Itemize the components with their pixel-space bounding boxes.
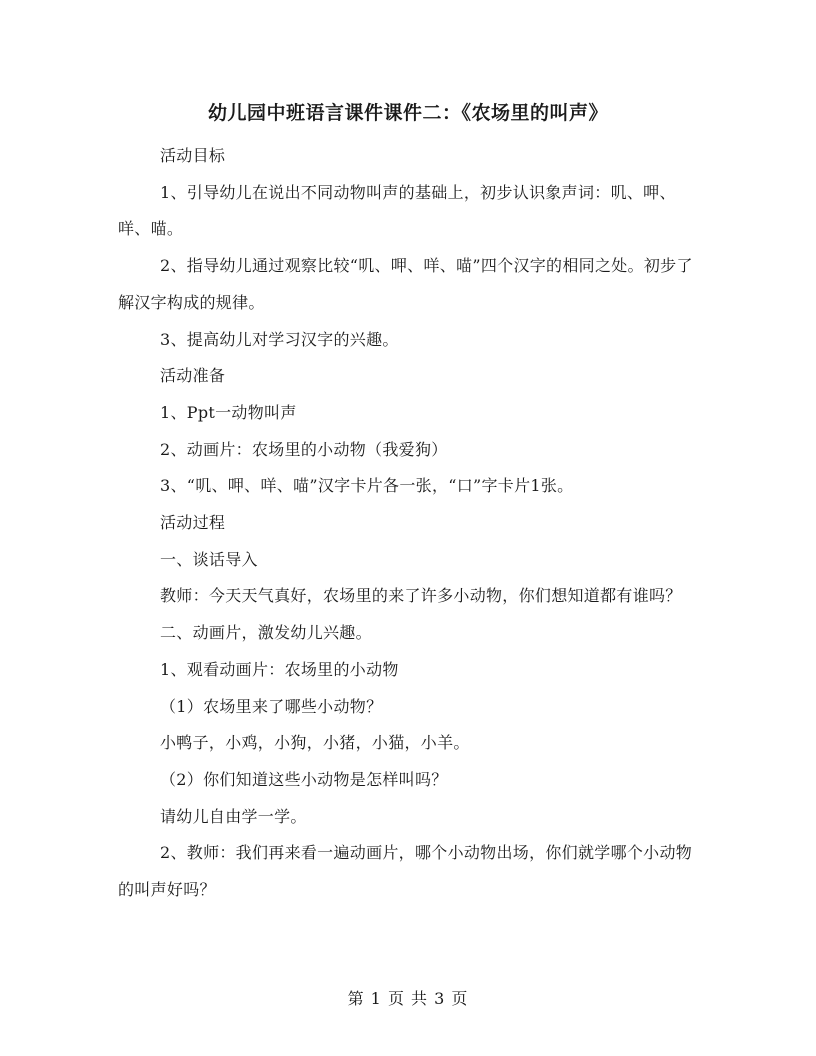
paragraph-prep-2: 2、动画片：农场里的小动物（我爱狗） [160, 439, 448, 459]
page-footer: 第 1 页 共 3 页 [347, 989, 469, 1008]
paragraph-process-intro-heading: 一、谈话导入 [160, 549, 258, 569]
paragraph-question-2: （2）你们知道这些小动物是怎样叫吗？ [160, 769, 448, 789]
paragraph-question-1: （1）农场里来了哪些小动物？ [160, 696, 383, 716]
section-heading-preparation: 活动准备 [160, 366, 226, 386]
paragraph-goal-2: 2、指导幼儿通过观察比较“叽、呷、咩、喵”四个汉字的相同之处。初步了解汉字构成的规律。 [118, 256, 693, 312]
paragraph-watch-cartoon: 1、观看动画片：农场里的小动物 [160, 659, 399, 679]
section-heading-goals: 活动目标 [160, 146, 226, 165]
document-body [118, 138, 698, 909]
paragraph-teacher-intro: 教师：今天天气真好，农场里的来了许多小动物，你们想知道都有谁吗？ [160, 586, 682, 606]
document-title: 幼儿园中班语言课件课件二：《农场里的叫声》 [207, 102, 608, 124]
paragraph-cartoon-heading: 二、动画片，激发幼儿兴趣。 [160, 623, 372, 643]
paragraph-goal-3: 3、提高幼儿对学习汉字的兴趣。 [160, 329, 399, 349]
paragraph-prep-1: 1、Ppt一动物叫声 [160, 402, 297, 422]
paragraph-prep-3: 3、“叽、呷、咩、喵”汉字卡片各一张，“口”字卡片1张。 [160, 476, 574, 496]
paragraph-free-imitate: 请幼儿自由学一学。 [160, 806, 307, 826]
paragraph-goal-1: 1、引导幼儿在说出不同动物叫声的基础上，初步认识象声词：叽、呷、咩、喵。 [118, 182, 676, 239]
paragraph-animal-list: 小鸭子，小鸡，小狗，小猪，小猫，小羊。 [160, 733, 470, 753]
paragraph-teacher-replay: 2、教师：我们再来看一遍动画片，哪个小动物出场，你们就学哪个小动物的叫声好吗？ [118, 843, 693, 900]
section-heading-process: 活动过程 [160, 513, 226, 533]
